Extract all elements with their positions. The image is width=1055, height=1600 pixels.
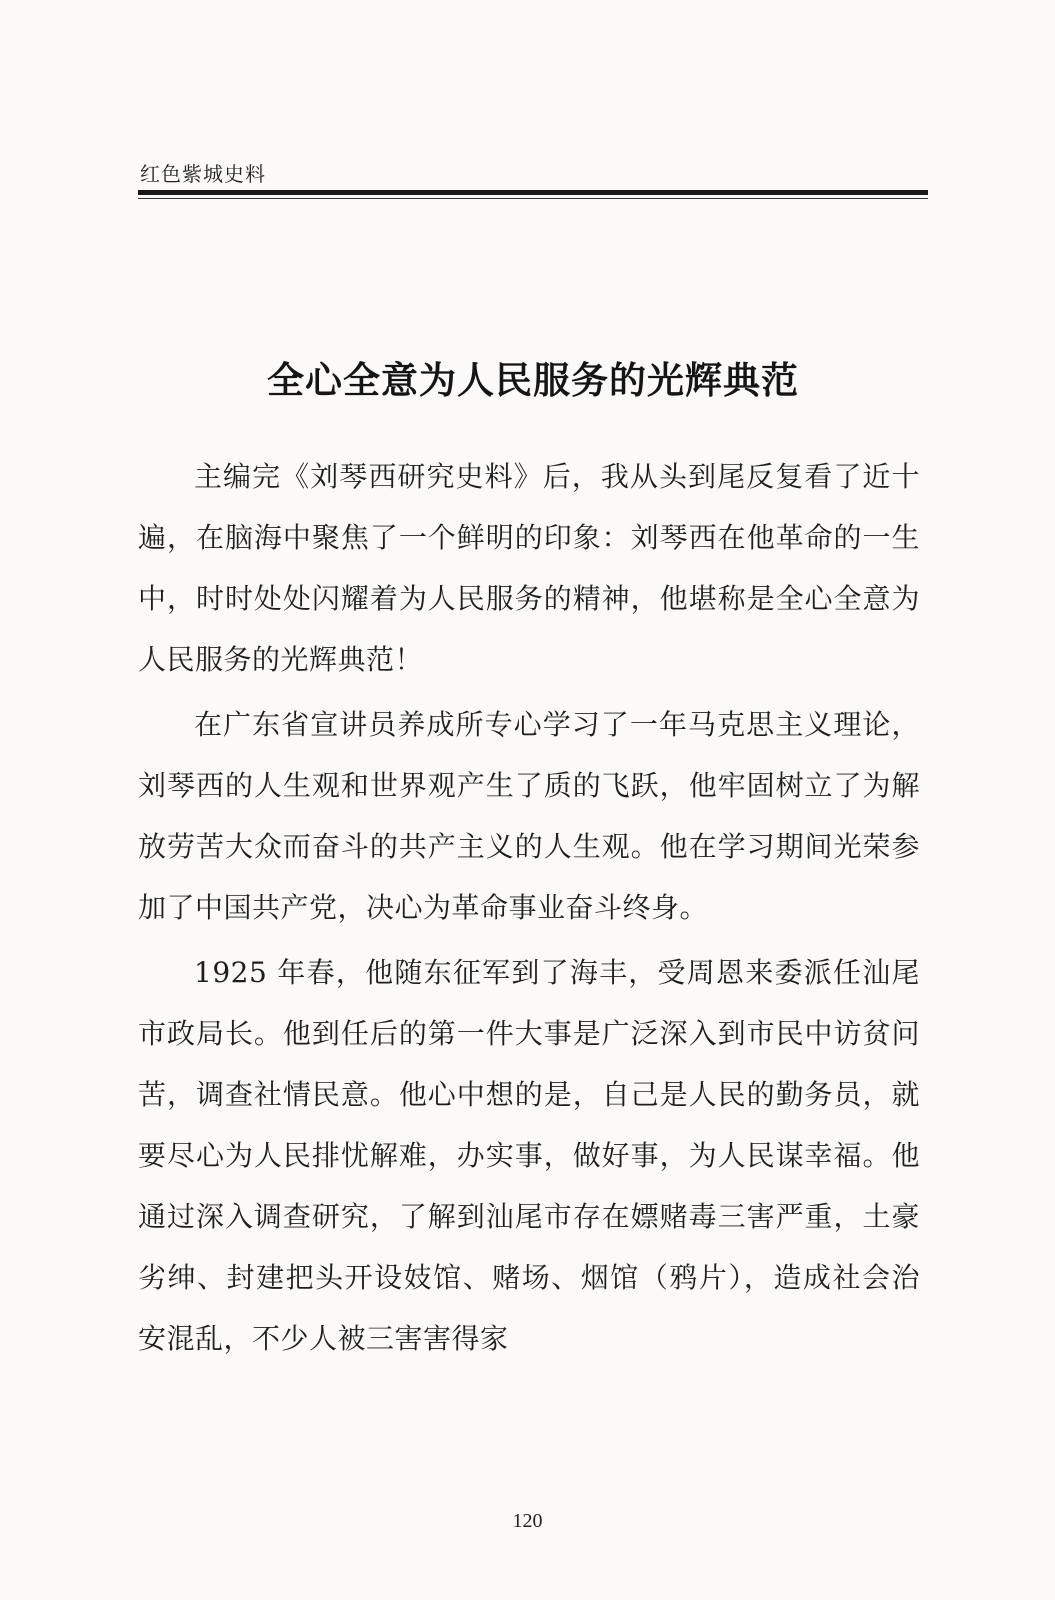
header-rule-thick <box>138 190 928 195</box>
article-title: 全心全意为人民服务的光辉典范 <box>267 357 799 402</box>
paragraph: 1925 年春，他随东征军到了海丰，受周恩来委派任汕尾市政局长。他到任后的第一件大事是广泛深入到市民中访贫问苦，调查社情民意。他心中想的是，自己是人民的勤务员，就要尽心为人民排忧解难，办实事，做好事，为人民谋幸福。他通过深入调查研究，了解到汕尾市存在嫖赌毒三害严重，土豪劣绅、封建把头开设妓馆、赌场、烟馆（鸦片），造成社会治安混乱，不少人被三害害得家 <box>138 956 920 1355</box>
article-body <box>138 446 920 1373</box>
page-number: 120 <box>512 1510 543 1532</box>
paragraph: 在广东省宣讲员养成所专心学习了一年马克思主义理论，刘琴西的人生观和世界观产生了质的飞跃，他牢固树立了为解放劳苦大众而奋斗的共产主义的人生观。他在学习期间光荣参加了中国共产党，决心为革命事业奋斗终身。 <box>138 708 920 924</box>
paragraph: 主编完《刘琴西研究史料》后，我从头到尾反复看了近十遍，在脑海中聚焦了一个鲜明的印象：刘琴西在他革命的一生中，时时处处闪耀着为人民服务的精神，他堪称是全心全意为人民服务的光辉典范！ <box>138 460 920 676</box>
running-head: 红色紫城史料 <box>140 162 266 186</box>
header-rule-thin <box>138 198 928 199</box>
